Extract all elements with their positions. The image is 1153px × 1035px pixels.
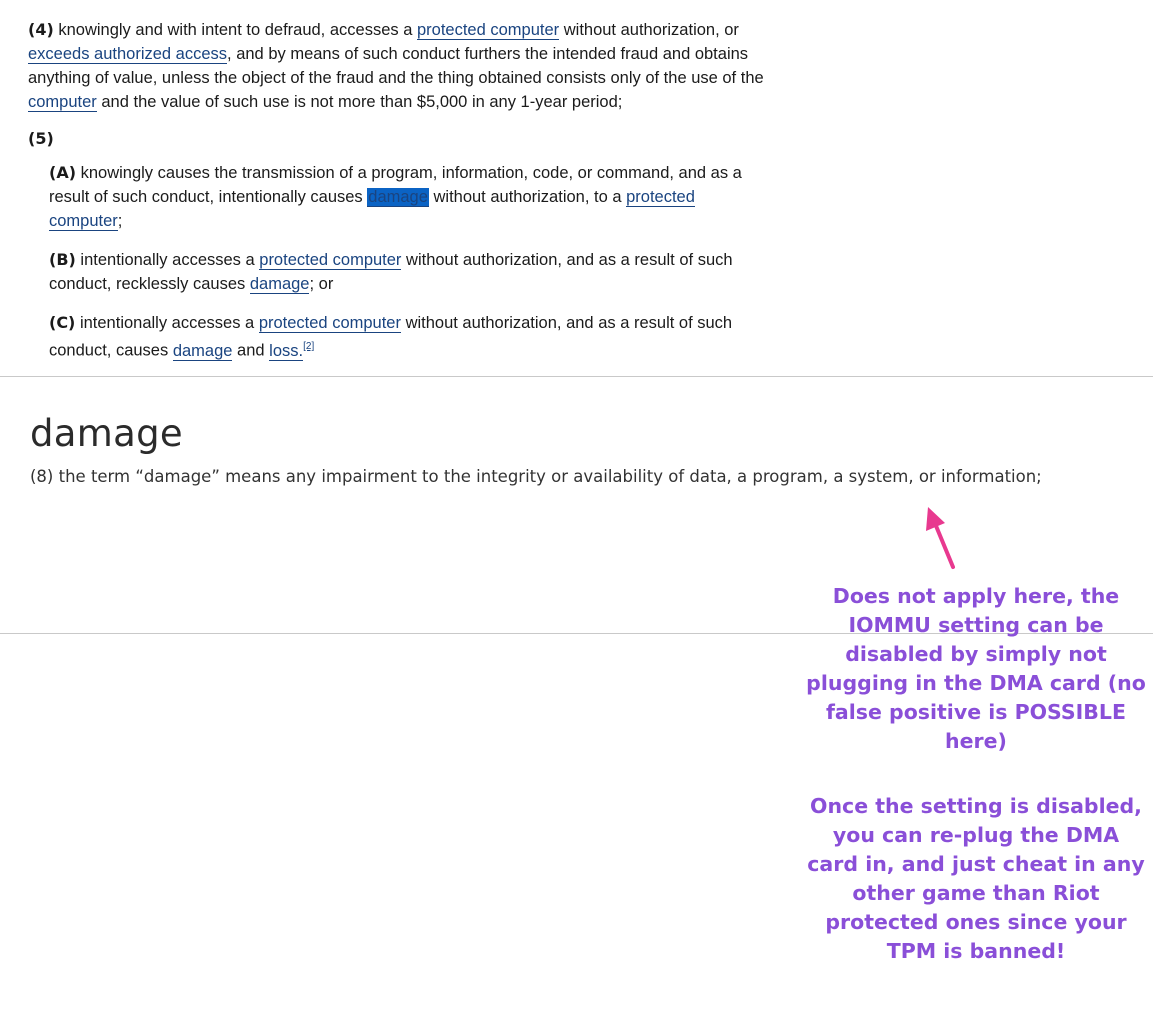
- paragraph-number: (4): [28, 20, 54, 39]
- subparagraph-letter: (B): [49, 250, 76, 269]
- link-damage[interactable]: damage: [249, 275, 310, 293]
- annotation-paragraph-2: Once the setting is disabled, you can re-plug the DMA card in, and just cheat in any other game than Riot protected ones since your TPM is banned!: [807, 794, 1145, 963]
- subparagraph-b: [49, 248, 768, 296]
- divider-top: [0, 376, 1153, 377]
- text-segment: without authorization, and as a result of such conduct, causes: [49, 314, 733, 360]
- footnote-marker[interactable]: [303, 341, 314, 352]
- text-segment: and: [232, 341, 270, 360]
- paragraph-number: (5): [28, 129, 54, 148]
- text-segment: without authorization, to a: [428, 188, 627, 206]
- link-protected-computer[interactable]: protected computer: [259, 251, 402, 269]
- text-segment: , and by means of such conduct furthers the intended fraud and obtains anything of value, unless the object of the fraud and the thing obtained consists only of the use of the: [28, 45, 764, 87]
- footnote-link[interactable]: [2]: [303, 341, 315, 352]
- text-segment: knowingly and with intent to defraud, accesses a: [53, 21, 417, 39]
- subparagraph-a: [49, 161, 768, 233]
- text-segment: ;: [117, 212, 123, 230]
- text-segment: and the value of such use is not more than $5,000 in any 1-year period;: [96, 93, 623, 111]
- link-damage[interactable]: damage: [172, 341, 233, 360]
- subparagraph-letter: (C): [49, 313, 76, 332]
- statute-text: [28, 18, 768, 363]
- link-loss[interactable]: loss.: [269, 341, 304, 360]
- text-segment: ; or: [309, 275, 334, 293]
- text-segment: intentionally accesses a: [75, 314, 259, 332]
- definition-text: (8) the term “damage” means any impairment to the integrity or availability of data, a program, a system, or information;: [30, 467, 1042, 486]
- link-exceeds-authorized-access[interactable]: exceeds authorized access: [28, 45, 228, 63]
- text-segment: intentionally accesses a: [75, 251, 260, 269]
- subparagraph-letter: (A): [49, 163, 77, 182]
- link-damage-highlighted[interactable]: damage: [368, 188, 428, 206]
- link-protected-computer[interactable]: protected computer: [258, 314, 401, 332]
- definition-term-heading: damage: [30, 412, 183, 455]
- link-protected-computer[interactable]: protected computer: [416, 21, 560, 39]
- annotation-note: [806, 582, 1146, 966]
- text-segment: without authorization, or: [559, 21, 739, 39]
- pink-arrow-icon: [920, 505, 964, 573]
- paragraph-5: [28, 127, 768, 151]
- subparagraph-c: [49, 311, 768, 363]
- link-protected-computer[interactable]: protected computer: [49, 188, 695, 230]
- paragraph-4: [28, 18, 768, 114]
- link-computer[interactable]: computer: [28, 93, 97, 111]
- text-segment: without authorization, and as a result of such conduct, recklessly causes: [49, 251, 733, 293]
- annotation-paragraph-1: Does not apply here, the IOMMU setting can be disabled by simply not plugging in the DMA card (no false positive is POSSIBLE here): [806, 584, 1146, 753]
- text-segment: knowingly causes the transmission of a program, information, code, or command, and as a result of such conduct, intentionally causes: [49, 164, 742, 206]
